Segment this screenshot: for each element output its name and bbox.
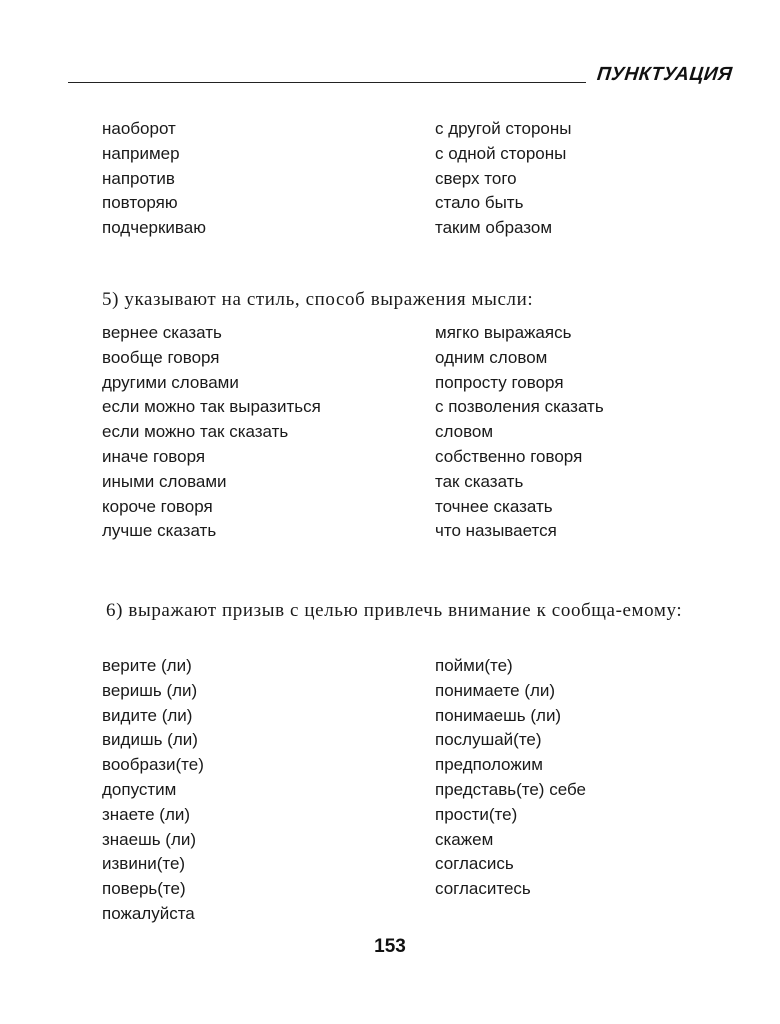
list-item: допустим — [102, 779, 177, 799]
running-header-title: ПУНКТУАЦИЯ — [595, 64, 734, 85]
list-item: вернее сказать — [102, 323, 222, 342]
list-item: попросту говоря — [435, 372, 564, 392]
list-item: иначе говоря — [102, 446, 206, 466]
list-item: с одной стороны — [435, 143, 567, 163]
list-item: поверь(те) — [102, 879, 186, 899]
list-item: собственно говоря — [435, 446, 583, 466]
list-item: извини(те) — [102, 854, 186, 874]
list-item: мягко выражаясь — [435, 323, 572, 342]
list-item: точнее сказать — [435, 496, 553, 516]
list-item: прости(те) — [435, 804, 518, 824]
list-item: если можно так сказать — [102, 422, 289, 442]
list-item: иными словами — [102, 471, 227, 491]
word-list-continued — [102, 117, 722, 241]
list-item: словом — [435, 422, 494, 442]
list-item: верите (ли) — [102, 656, 192, 675]
list-item: другими словами — [102, 372, 239, 392]
list-item: знаешь (ли) — [102, 829, 197, 849]
list-item: например — [102, 143, 180, 163]
list-item: видишь (ли) — [102, 730, 198, 750]
list-item: скажем — [435, 829, 494, 849]
list-item: лучше сказать — [102, 521, 217, 541]
section-6-heading: 6) выражают призыв с целью привлечь внимание к сообща-емому: — [106, 600, 683, 621]
list-item: стало быть — [435, 193, 524, 213]
list-item: сверх того — [435, 168, 517, 188]
list-item: видите (ли) — [102, 705, 193, 725]
list-item: согласись — [435, 854, 514, 874]
list-item: вообрази(те) — [102, 755, 204, 775]
list-item: пожалуйста — [102, 903, 195, 923]
word-list-section-5 — [102, 321, 722, 544]
list-item: предположим — [435, 755, 543, 775]
list-item: наоборот — [102, 119, 176, 138]
list-item: если можно так выразиться — [102, 397, 321, 417]
list-item: короче говоря — [102, 496, 213, 516]
list-item: так сказать — [435, 471, 524, 491]
header-rule — [68, 82, 586, 83]
list-item: одним словом — [435, 347, 548, 367]
list-item: согласитесь — [435, 879, 531, 899]
list-item: веришь (ли) — [102, 680, 198, 700]
list-item: повторяю — [102, 193, 178, 213]
list-item: что называется — [435, 521, 557, 541]
list-item: напротив — [102, 168, 175, 188]
list-item: понимаете (ли) — [435, 680, 556, 700]
list-item: с позволения сказать — [435, 397, 604, 417]
list-item: подчеркиваю — [102, 218, 206, 238]
list-item: представь(те) себе — [435, 779, 586, 799]
list-item: пойми(те) — [435, 656, 513, 675]
list-item: послушай(те) — [435, 730, 542, 750]
page-number: 153 — [374, 936, 406, 957]
section-5-heading: 5) указывают на стиль, способ выражения мысли: — [102, 289, 534, 310]
list-item: таким образом — [435, 218, 553, 238]
list-item: вообще говоря — [102, 347, 220, 367]
word-list-section-6 — [102, 654, 722, 927]
list-item: знаете (ли) — [102, 804, 191, 824]
list-item: понимаешь (ли) — [435, 705, 562, 725]
list-item: с другой стороны — [435, 119, 572, 138]
